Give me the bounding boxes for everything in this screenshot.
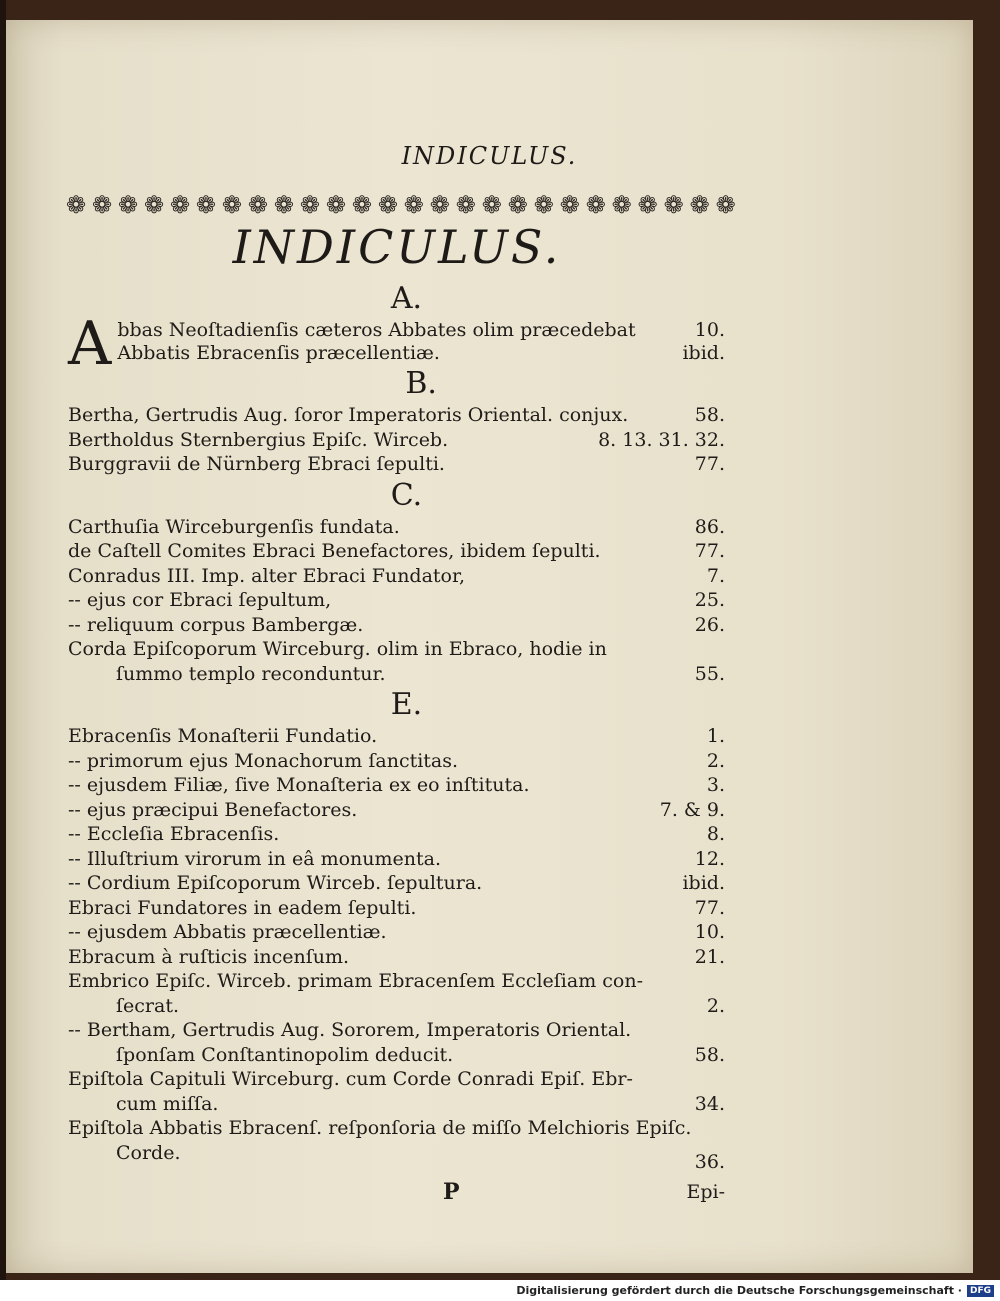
ornament-icon: ❁: [117, 191, 139, 219]
section-letter: A.: [390, 281, 423, 316]
entry-text: Abbatis Ebracenſis præcellentiæ.: [117, 341, 440, 364]
index-entry: [68, 896, 725, 921]
entry-continuation: Corde.: [116, 1141, 181, 1164]
entry-page: ibid.: [682, 872, 725, 894]
drop-cap: A: [68, 309, 112, 379]
index-entry: [68, 847, 725, 872]
entry-text: Ebracum à ruſticis incenſum.: [68, 945, 350, 968]
entry-page: 58.: [694, 404, 725, 426]
entry-text: Epiſtola Abbatis Ebracenſ. reſponſoria de miſſo Melchioris Epiſc.: [68, 1117, 692, 1139]
ornament-icon: ❁: [91, 191, 113, 219]
entry-page: 25.: [694, 589, 725, 611]
index-entry: [68, 564, 725, 589]
entry-page: 77.: [694, 453, 725, 475]
entry-text: -- ejusdem Filiæ, ſive Monaſteria ex eo inſtituta.: [68, 774, 530, 796]
entry-page: 77.: [694, 540, 725, 562]
ornament-icon: ❁: [377, 191, 398, 219]
ornament-icon: ❁: [663, 191, 684, 219]
index-entry: [68, 539, 725, 564]
ornament-icon: ❁: [403, 191, 424, 219]
section-letter: B.: [405, 366, 437, 401]
entry-text: Conradus III. Imp. alter Ebraci Fundator,: [68, 564, 466, 587]
index-entry: [68, 452, 725, 477]
entry-page: 77.: [694, 896, 725, 919]
running-head: INDICULUS.: [401, 142, 578, 170]
book-page: [6, 20, 973, 1273]
index-entry: [68, 515, 725, 540]
entry-page: 2.: [706, 994, 725, 1017]
entry-text: bbas Neoſtadienſis cæteros Abbates olim præcedebat: [117, 319, 636, 341]
entry-page: 10.: [694, 319, 725, 341]
digitization-footer: [0, 1280, 1000, 1301]
entry-page: 8. 13. 31. 32.: [598, 428, 725, 451]
index-entry: [68, 341, 725, 366]
ornament-icon: ❁: [143, 191, 165, 219]
index-entry: [68, 871, 725, 896]
index-entry: [68, 1018, 725, 1067]
index-entry: [68, 822, 725, 847]
entry-continuation: cum miſſa.: [116, 1092, 219, 1115]
entry-page: 21.: [694, 945, 725, 968]
dfg-logo: DFG: [967, 1285, 994, 1297]
ornament-icon: ❁: [481, 191, 502, 219]
entry-text: Embrico Epiſc. Wirceb. primam Ebracenſem Eccleſiam con-: [68, 970, 643, 992]
ornament-icon: ❁: [299, 191, 320, 219]
ornament-icon: ❁: [195, 191, 217, 219]
ornament-icon: ❁: [273, 191, 294, 219]
entry-text: Epiſtola Capituli Wirceburg. cum Corde Conradi Epiſ. Ebr-: [68, 1068, 633, 1090]
entry-text: -- Bertham, Gertrudis Aug. Sororem, Imperatoris Oriental.: [68, 1019, 632, 1041]
ornament-band: [66, 190, 736, 220]
entry-page: 1.: [706, 725, 725, 747]
entry-text: Ebraci Fundatores in eadem ſepulti.: [68, 896, 417, 919]
ornament-icon: ❁: [325, 191, 346, 219]
entry-text: Burggravii de Nürnberg Ebraci ſepulti.: [68, 453, 445, 475]
entry-text: de Caſtell Comites Ebraci Benefactores, ibidem ſepulti.: [68, 540, 601, 562]
entry-text: Bertholdus Sternbergius Epiſc. Wirceb.: [68, 428, 449, 451]
entry-text: -- ejus cor Ebraci ſepultum,: [68, 589, 332, 611]
entry-page: 26.: [694, 613, 725, 636]
index-entry: [68, 773, 725, 798]
ornament-icon: ❁: [715, 191, 736, 219]
entry-continuation: ſummo templo reconduntur.: [116, 662, 386, 685]
ornament-icon: ❁: [689, 191, 710, 219]
entry-page: 3.: [706, 774, 725, 796]
catchword: Epi-: [686, 1181, 725, 1203]
entry-page: 10.: [694, 921, 725, 943]
index-entry: [68, 749, 725, 774]
entry-page: 86.: [694, 515, 725, 538]
section-letter: E.: [390, 687, 423, 722]
entry-text: Ebracenſis Monaſterii Fundatio.: [68, 725, 378, 747]
entry-page: 36.: [694, 1151, 725, 1173]
entry-text: -- Cordium Epiſcoporum Wirceb. ſepultura.: [68, 872, 483, 894]
entry-continuation: ſponſam Conſtantinopolim deducit.: [116, 1043, 454, 1066]
index-entry: [68, 1116, 725, 1173]
ornament-icon: ❁: [351, 191, 372, 219]
ornament-icon: ❁: [66, 191, 87, 219]
entry-page: 8.: [706, 823, 725, 845]
index-entry: [68, 403, 725, 428]
ornament-icon: ❁: [533, 191, 554, 219]
entry-page: 7. & 9.: [659, 798, 725, 821]
entry-text: -- reliquum corpus Bambergæ.: [68, 613, 364, 636]
entry-text: Bertha, Gertrudis Aug. ſoror Imperatoris Oriental. conjux.: [68, 404, 629, 426]
ornament-icon: ❁: [429, 191, 450, 219]
entry-text: -- ejusdem Abbatis præcellentiæ.: [68, 921, 387, 943]
entry-page: 34.: [694, 1092, 725, 1115]
entry-page: 55.: [694, 662, 725, 685]
index-content: [68, 280, 725, 1209]
entry-text: Corda Epiſcoporum Wirceburg. olim in Ebraco, hodie in: [68, 638, 607, 660]
entry-page: 12.: [694, 847, 725, 870]
section-letter: C.: [390, 477, 423, 513]
ornament-icon: ❁: [455, 191, 476, 219]
index-entry: [68, 588, 725, 613]
entry-page: ibid.: [682, 341, 725, 364]
ornament-icon: ❁: [169, 191, 191, 219]
ornament-icon: ❁: [637, 191, 658, 219]
index-entry: [68, 945, 725, 970]
index-entry: [68, 798, 725, 823]
index-entry: [68, 637, 725, 686]
index-entry: [68, 613, 725, 638]
signature-mark: P: [443, 1179, 460, 1205]
ornament-icon: ❁: [507, 191, 528, 219]
entry-text: -- ejus præcipui Benefactores.: [68, 798, 358, 821]
index-entry: [68, 920, 725, 945]
entry-text: -- Eccleſia Ebracenſis.: [68, 823, 280, 845]
page-title: INDICULUS.: [232, 220, 562, 274]
entry-text: -- Illuſtrium virorum in eâ monumenta.: [68, 847, 441, 870]
ornament-icon: ❁: [611, 191, 632, 219]
entry-page: 7.: [706, 564, 725, 587]
entry-text: Carthuſia Wirceburgenſis fundata.: [68, 515, 400, 538]
entry-continuation: ſecrat.: [116, 994, 180, 1017]
ornament-icon: ❁: [585, 191, 606, 219]
ornament-icon: ❁: [221, 191, 243, 219]
index-entry: [68, 969, 725, 1018]
index-entry: [68, 724, 725, 749]
entry-text: -- primorum ejus Monachorum ſanctitas.: [68, 749, 459, 772]
footer-credit: Digitalisierung gefördert durch die Deutsche Forschungsgemeinschaft ·: [516, 1284, 962, 1297]
entry-page: 58.: [694, 1043, 725, 1066]
page-foot: [68, 1179, 725, 1209]
index-entry: [68, 428, 725, 453]
index-entry: [68, 1067, 725, 1116]
ornament-icon: ❁: [559, 191, 580, 219]
ornament-icon: ❁: [247, 191, 268, 219]
entry-page: 2.: [706, 749, 725, 772]
